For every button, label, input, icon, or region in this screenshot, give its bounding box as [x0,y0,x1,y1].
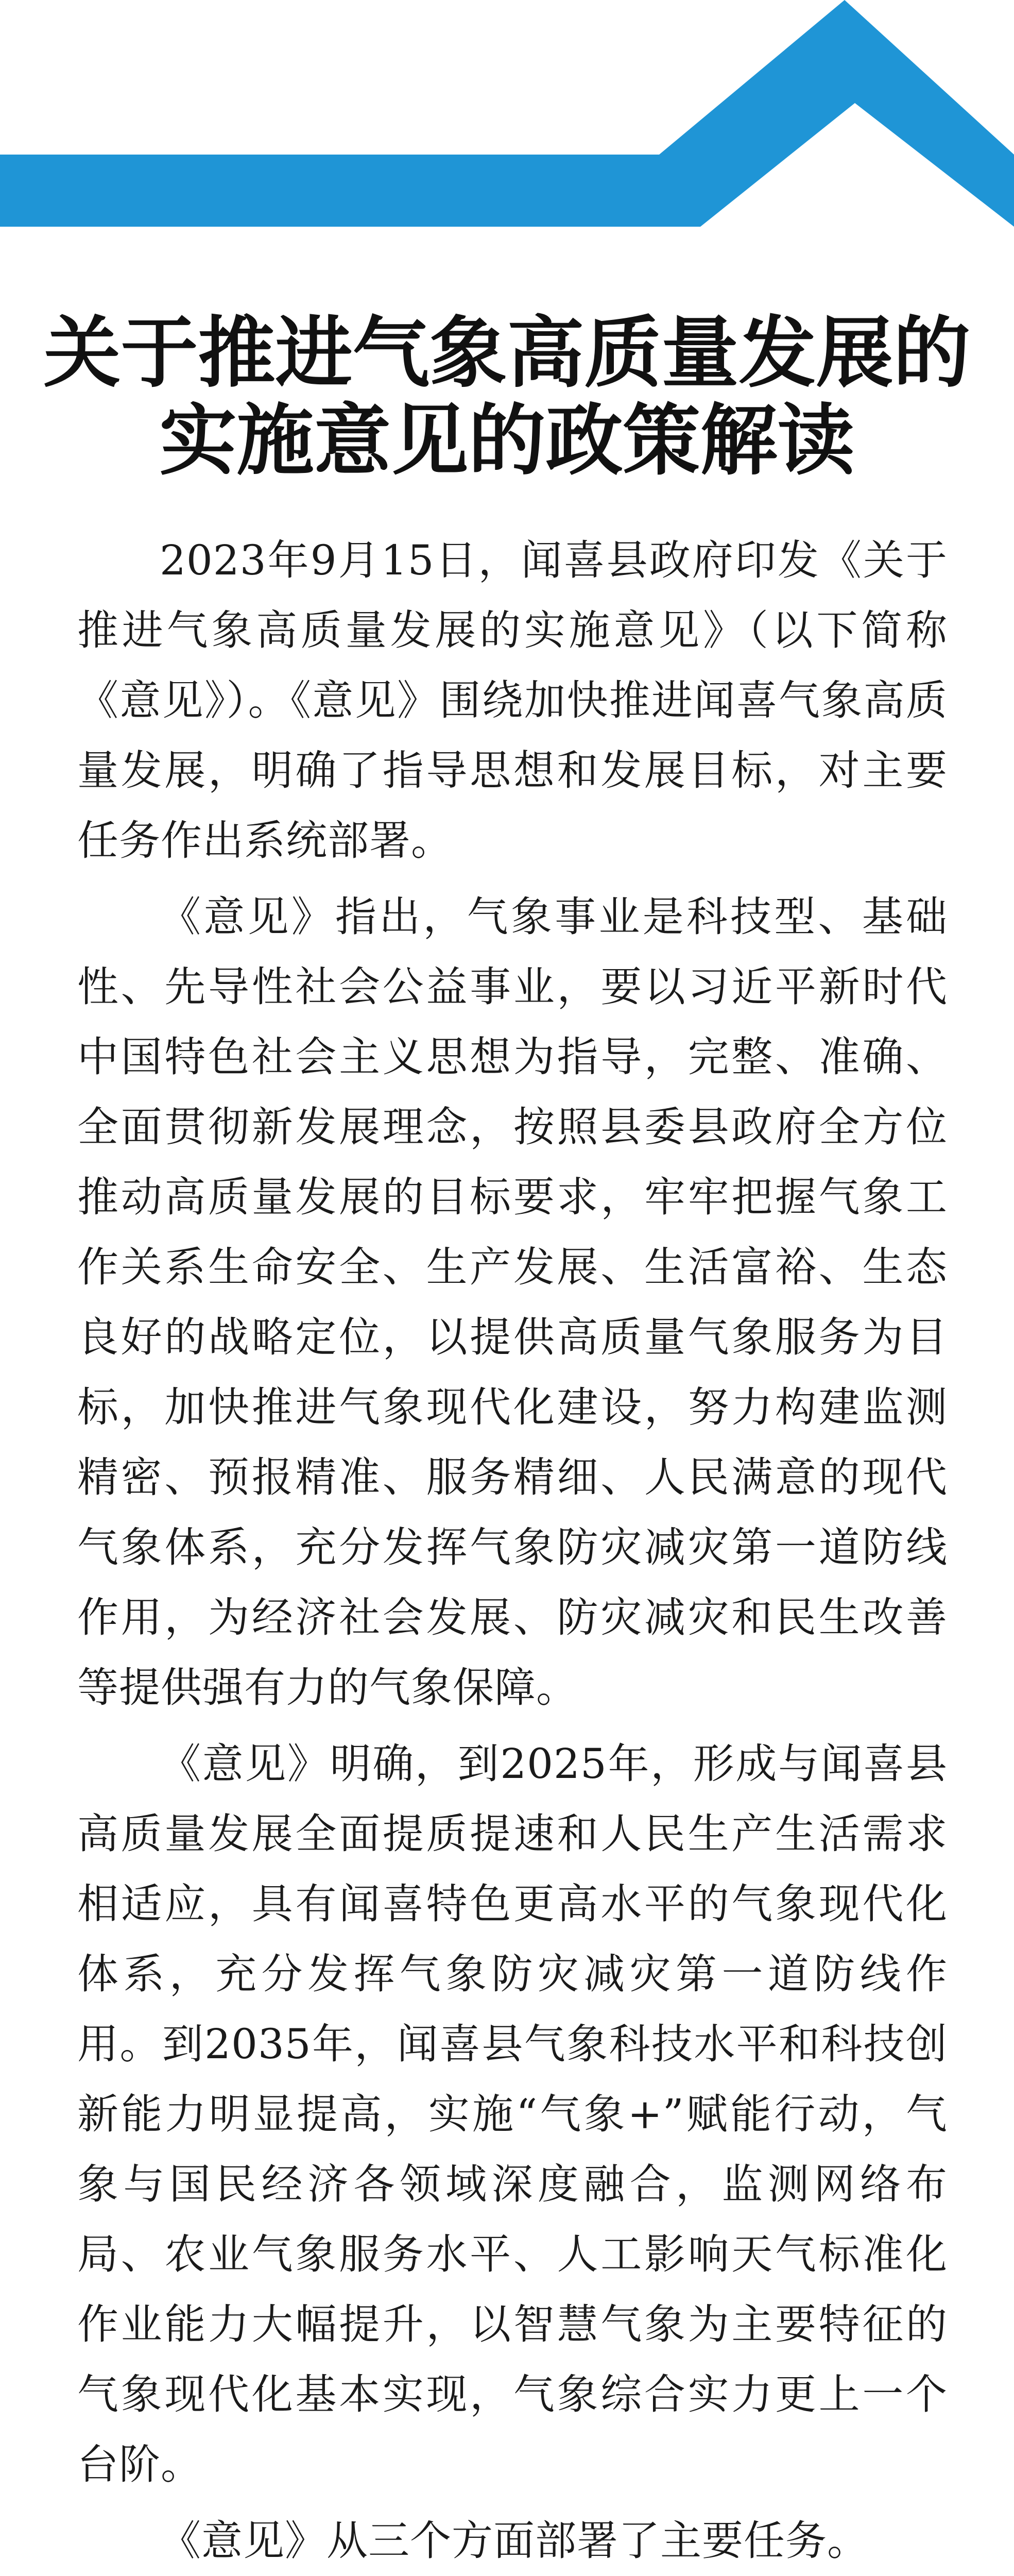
article-title [0,309,1014,484]
paragraph: 《意见》明确，到2025年，形成与闻喜县高质量发展全面提质提速和人民生产生活需求相适应，具有闻喜特色更高水平的气象现代化体系，充分发挥气象防灾减灾第一道防线作用。到2035年，闻喜县气象科技水平和科技创新能力明显提高，实施“气象+”赋能行动，气象与国民经济各领域深度融合，监测网络布局、农业气象服务水平、人工影响天气标准化作业能力大幅提升，以智慧气象为主要特征的气象现代化基本实现，气象综合实力更上一个台阶。 [77,1740,948,2488]
chevron-band [0,0,1014,227]
paragraph: 《意见》从三个方面部署了主要任务。 [160,2517,869,2565]
title-line-2: 实施意见的政策解读 [159,395,855,486]
top-chevron-banner [0,0,1014,237]
article-body [77,526,948,2576]
title-line-1: 关于推进气象高质量发展的 [43,308,971,398]
paragraph: 《意见》指出，气象事业是科技型、基础性、先导性社会公益事业，要以习近平新时代中国特色社会主义思想为指导，完整、准确、全面贯彻新发展理念，按照县委县政府全方位推动高质量发展的目标要求，牢牢把握气象工作关系生命安全、生产发展、生活富裕、生态良好的战略定位，以提供高质量气象服务为目标，加快推进气象现代化建设，努力构建监测精密、预报精准、服务精细、人民满意的现代气象体系，充分发挥气象防灾减灾第一道防线作用，为经济社会发展、防灾减灾和民生改善等提供强有力的气象保障。 [77,893,948,1711]
paragraph: 2023年9月15日，闻喜县政府印发《关于推进气象高质量发展的实施意见》（以下简称《意见》）。《意见》围绕加快推进闻喜气象高质量发展，明确了指导思想和发展目标，对主要任务作出系统部署。 [77,536,948,865]
